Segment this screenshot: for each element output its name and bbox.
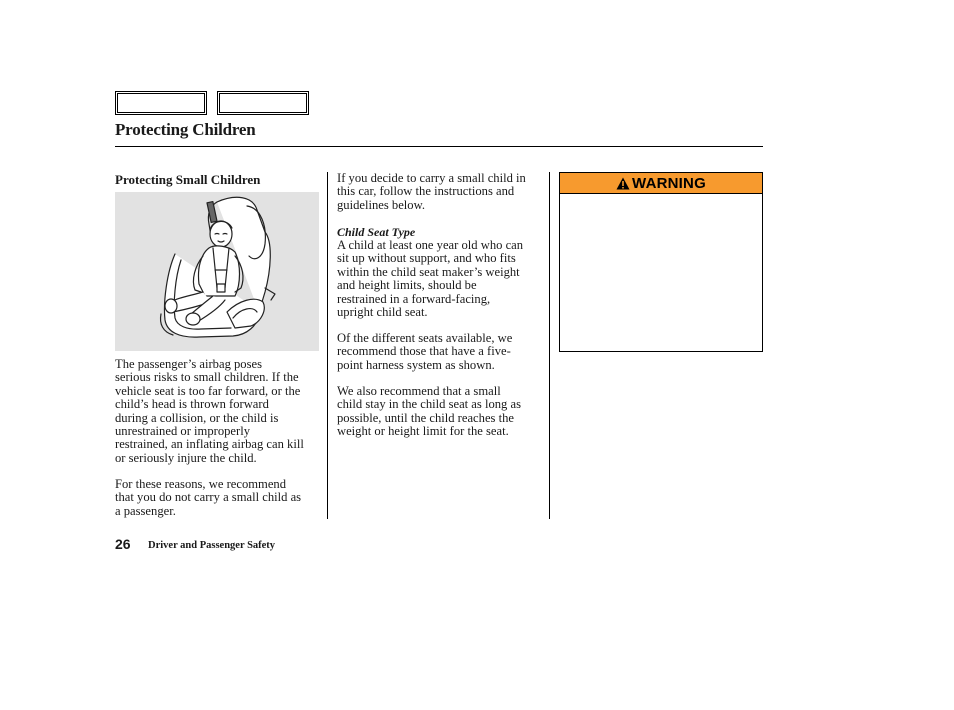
page-title: Protecting Children <box>115 120 256 139</box>
paragraph-stay-in-seat: We also recommend that a small child stay in the child seat as long as possible, until the child reaches the weight or height limit for the seat. <box>337 384 521 439</box>
footer-section-title: Driver and Passenger Safety <box>148 540 276 551</box>
paragraph-airbag-risk: The passenger’s airbag poses serious risks to small children. If the vehicle seat is too far forward, or the child’s head is thrown forward during a collision, or the child is unrestrained or improperly restrained, an inflating airbag can kill or seriously injure the child. <box>115 357 304 465</box>
subheading-child-seat-type: Child Seat Type <box>337 225 416 239</box>
paragraph-intro: If you decide to carry a small child in this car, follow the instructions and guidelines below. <box>337 171 526 212</box>
warning-label: WARNING <box>632 174 706 192</box>
section-heading: Protecting Small Children <box>115 172 261 187</box>
warning-header <box>560 173 762 194</box>
paragraph-recommendation: For these reasons, we recommend that you do not carry a small child as a passenger. <box>115 477 302 518</box>
child-seat-illustration <box>115 192 319 351</box>
column-divider-right <box>549 172 550 519</box>
nav-box-prev[interactable] <box>115 91 207 115</box>
paragraph-harness: Of the different seats available, we recommend those that have a five- point harness system as shown. <box>337 331 513 372</box>
warning-triangle-icon <box>616 177 630 190</box>
title-rule <box>115 146 763 147</box>
paragraph-seat-type: A child at least one year old who can sit up without support, and who fits within the child seat maker’s weight and height limits, should be restrained in a forward-facing, upright child seat. <box>337 238 524 320</box>
warning-box <box>559 172 763 352</box>
column-divider-left <box>327 172 328 519</box>
nav-box-next[interactable] <box>217 91 309 115</box>
page-number: 26 <box>115 536 131 552</box>
